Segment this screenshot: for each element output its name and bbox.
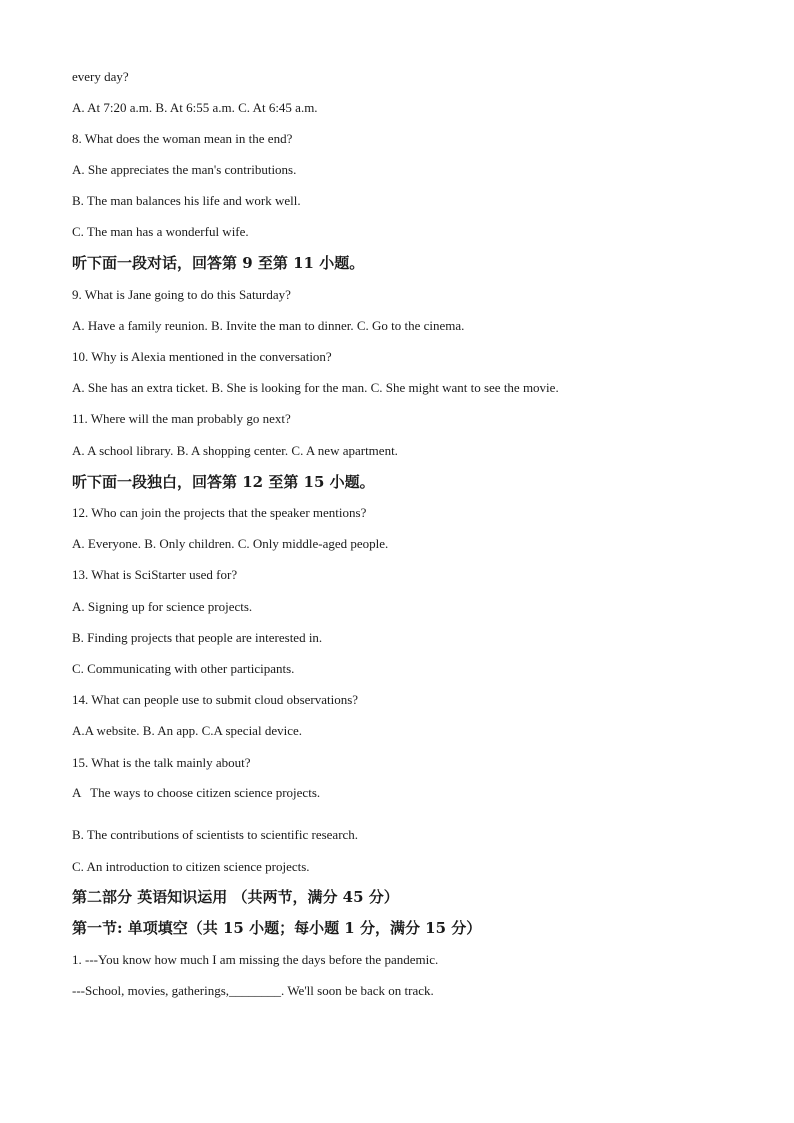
question-11-options: A. A school library. B. A shopping center. C. A new apartment.	[72, 443, 398, 458]
question-15-option-c: C. An introduction to citizen science projects.	[72, 859, 310, 874]
question-7-continuation: every day?	[72, 69, 129, 84]
part-two-heading: 第二部分 英语知识运用 （共两节，满分 45 分）	[72, 888, 399, 906]
question-11: 11. Where will the man probably go next?	[72, 411, 291, 426]
question-8-option-c: C. The man has a wonderful wife.	[72, 224, 249, 239]
question-10-options: A. She has an extra ticket. B. She is looking for the man. C. She might want to see the movie.	[72, 380, 559, 395]
question-9: 9. What is Jane going to do this Saturday?	[72, 287, 291, 302]
question-13-option-c: C. Communicating with other participants.	[72, 661, 295, 676]
question-9-options: A. Have a family reunion. B. Invite the man to dinner. C. Go to the cinema.	[72, 318, 465, 333]
fill-question-1: 1. ---You know how much I am missing the days before the pandemic.	[72, 952, 439, 967]
question-13-option-a: A. Signing up for science projects.	[72, 599, 253, 614]
question-13: 13. What is SciStarter used for?	[72, 567, 238, 582]
question-15-option-b: B. The contributions of scientists to scientific research.	[72, 827, 359, 842]
question-8-option-a: A. She appreciates the man's contributions.	[72, 162, 297, 177]
question-13-option-b: B. Finding projects that people are interested in.	[72, 630, 323, 645]
question-8-option-b: B. The man balances his life and work well.	[72, 193, 301, 208]
question-12-options: A. Everyone. B. Only children. C. Only middle-aged people.	[72, 536, 389, 551]
section-heading-monologue: 听下面一段独白，回答第 12 至第 15 小题。	[72, 473, 375, 491]
question-7-options: A. At 7:20 a.m. B. At 6:55 a.m. C. At 6:45 a.m.	[72, 100, 318, 115]
question-14: 14. What can people use to submit cloud observations?	[72, 692, 359, 707]
section-one-heading: 第一节: 单项填空（共 15 小题；每小题 1 分，满分 15 分）	[72, 919, 482, 937]
question-15: 15. What is the talk mainly about?	[72, 755, 251, 770]
section-heading-dialogue: 听下面一段对话，回答第 9 至第 11 小题。	[72, 254, 365, 272]
fill-question-1-response: ---School, movies, gatherings,________. We'll soon be back on track.	[72, 983, 434, 998]
question-12: 12. Who can join the projects that the speaker mentions?	[72, 505, 367, 520]
question-15-option-a: A The ways to choose citizen science projects.	[72, 785, 321, 800]
question-10: 10. Why is Alexia mentioned in the conversation?	[72, 349, 332, 364]
question-14-options: A.A website. B. An app. C.A special device.	[72, 723, 302, 738]
question-8: 8. What does the woman mean in the end?	[72, 131, 293, 146]
